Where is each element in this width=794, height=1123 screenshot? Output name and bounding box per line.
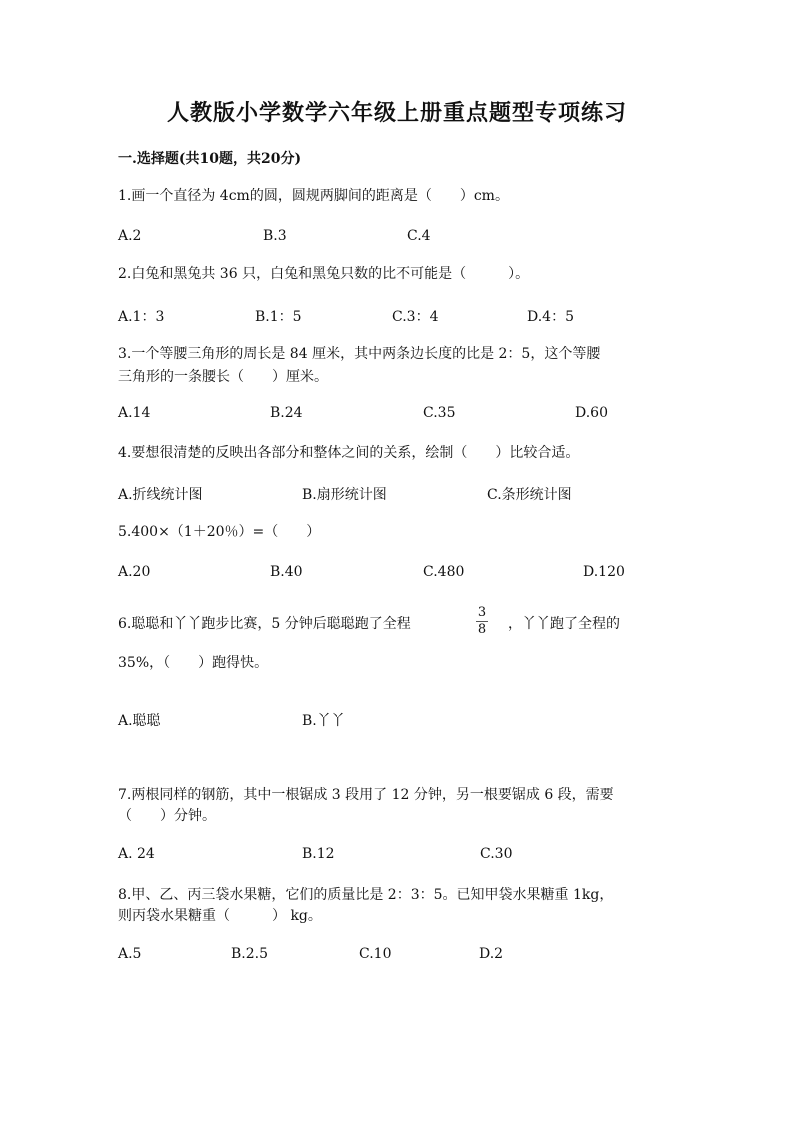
q2-option-d[interactable]: D.4：5 <box>527 309 574 325</box>
page-title: 人教版小学数学六年级上册重点题型专项练习 <box>166 100 627 126</box>
question-7-line-1: 7.两根同样的钢筋，其中一根锯成 3 段用了 12 分钟，另一根要锯成 6 段，需要 <box>118 787 614 803</box>
question-5: 5.400×（1＋20％）=（ ） <box>118 524 321 540</box>
question-6-line-2: 35%，（ ）跑得快。 <box>118 655 269 671</box>
question-2: 2.白兔和黑兔共 36 只，白兔和黑兔只数的比不可能是（ ）。 <box>118 266 530 282</box>
question-1: 1.画一个直径为 4cm的圆，圆规两脚间的距离是（ ）cm。 <box>118 188 509 204</box>
fraction-numerator: 3 <box>477 605 487 620</box>
q7-option-c[interactable]: C.30 <box>480 846 513 862</box>
question-4: 4.要想很清楚的反映出各部分和整体之间的关系，绘制（ ）比较合适。 <box>118 445 580 461</box>
question-6-part-1: 6.聪聪和丫丫跑步比赛，5 分钟后聪聪跑了全程 <box>118 616 411 632</box>
q1-option-b[interactable]: B.3 <box>263 228 287 244</box>
q6-option-b[interactable]: B.丫丫 <box>302 713 345 729</box>
question-6-part-2: ，丫丫跑了全程的 <box>508 616 620 632</box>
question-3-line-1: 3.一个等腰三角形的周长是 84 厘米，其中两条边长度的比是 2：5，这个等腰 <box>118 346 601 362</box>
question-8-line-2: 则丙袋水果糖重（ ） kg。 <box>118 908 322 924</box>
q2-option-a[interactable]: A.1：3 <box>118 309 165 325</box>
q3-option-d[interactable]: D.60 <box>575 405 608 421</box>
question-8-line-1: 8.甲、乙、丙三袋水果糖，它们的质量比是 2：3：5。已知甲袋水果糖重 1kg， <box>118 887 614 903</box>
q2-option-b[interactable]: B.1：5 <box>255 309 302 325</box>
q8-option-b[interactable]: B.2.5 <box>231 946 269 962</box>
q8-option-c[interactable]: C.10 <box>359 946 392 962</box>
q5-option-d[interactable]: D.120 <box>583 564 625 580</box>
q1-option-c[interactable]: C.4 <box>407 228 431 244</box>
q4-option-b[interactable]: B.扇形统计图 <box>302 487 387 503</box>
question-3-line-2: 三角形的一条腰长（ ）厘米。 <box>118 369 328 385</box>
q6-option-a[interactable]: A.聪聪 <box>118 713 161 729</box>
q8-option-d[interactable]: D.2 <box>479 946 504 962</box>
q7-option-a[interactable]: A. 24 <box>118 846 155 862</box>
q4-option-c[interactable]: C.条形统计图 <box>487 487 572 503</box>
q5-option-c[interactable]: C.480 <box>423 564 465 580</box>
q5-option-b[interactable]: B.40 <box>270 564 303 580</box>
fraction-three-eighths <box>476 606 488 637</box>
question-7-line-2: （ ）分钟。 <box>118 808 216 824</box>
fraction-denominator: 8 <box>477 622 487 637</box>
q3-option-a[interactable]: A.14 <box>118 405 151 421</box>
q3-option-b[interactable]: B.24 <box>270 405 303 421</box>
q2-option-c[interactable]: C.3：4 <box>392 309 439 325</box>
q4-option-a[interactable]: A.折线统计图 <box>118 487 203 503</box>
q1-option-a[interactable]: A.2 <box>118 228 142 244</box>
q7-option-b[interactable]: B.12 <box>302 846 335 862</box>
q3-option-c[interactable]: C.35 <box>423 405 456 421</box>
q8-option-a[interactable]: A.5 <box>118 946 142 962</box>
section-heading: 一.选择题(共10题，共20分) <box>118 151 302 167</box>
q5-option-a[interactable]: A.20 <box>118 564 151 580</box>
